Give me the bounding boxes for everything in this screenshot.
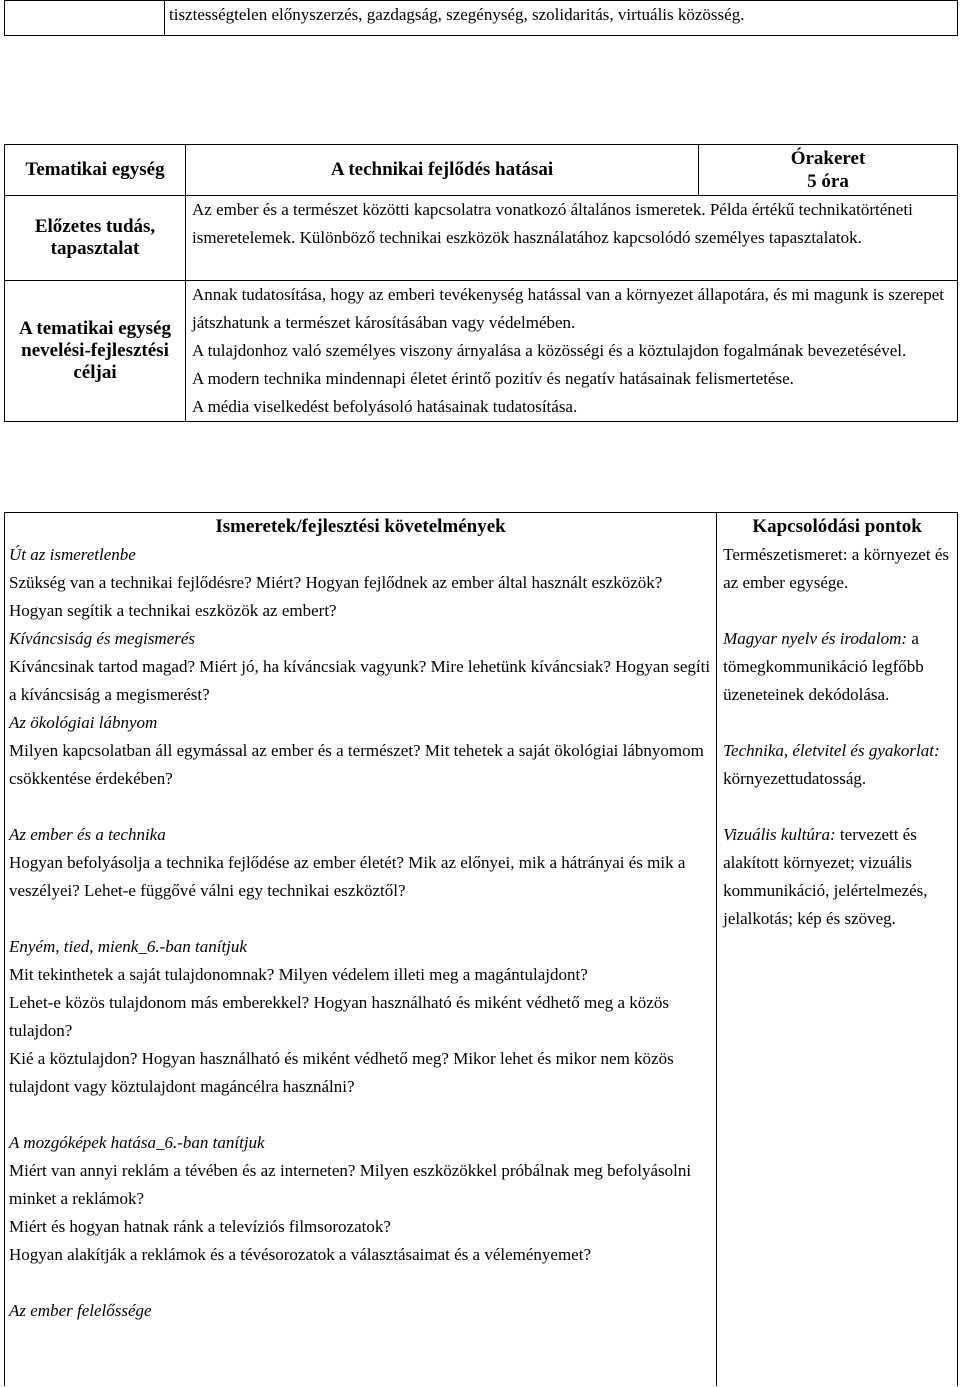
connection-subject: Természetismeret: [723,545,848,564]
connection-text: tervezett és alakított környezet; vizuális kommunikáció, jelértelmezés, jelalkotás; kép és szöveg. [723,825,928,928]
unit-title: A technikai fejlődés hatásai [186,145,699,196]
requirements-table [4,512,958,1386]
section-title: Út az ismeretlenbe [9,545,136,564]
header-connections: Kapcsolódási pontok [717,513,958,542]
connection-item [723,625,953,709]
goal-item: A tulajdonhoz való személyes viszony árnyalása a közösségi és a köztulajdon fogalmának bevezetésével. [192,341,907,360]
connection-item [723,541,953,597]
label-prior-knowledge: Előzetes tudás, tapasztalat [5,196,186,281]
section-text: Miért van annyi reklám a tévében és az interneten? Milyen eszközökkel próbálnak meg befolyásolni minket a reklámok? [9,1161,692,1208]
section-text: Hogyan alakítják a reklámok és a tévésorozatok a választásaimat és a véleményemet? [9,1245,591,1264]
goals-list [186,281,958,422]
section-title: Az ember felelőssége [9,1301,152,1320]
continuation-table [4,0,958,36]
continuation-text: tisztességtelen előnyszerzés, gazdagság, szegénység, szolidaritás, virtuális közösség. [165,1,958,36]
thematic-unit-table [4,144,958,422]
hours-label: Órakeret [790,148,866,169]
section-text: Miért és hogyan hatnak ránk a televíziós filmsorozatok? [9,1217,391,1236]
label-goals: A tematikai egység nevelési-fejlesztési céljai [5,281,186,422]
section-text: Mit tekinthetek a saját tulajdonomnak? Milyen védelem illeti meg a magántulajdont? [9,965,588,984]
section-text: Kíváncsinak tartod magad? Miért jó, ha kíváncsiak vagyunk? Mire lehetünk kíváncsiak? Hogyan segíti a kíváncsiság a megismerést? [9,657,711,704]
connections-body [717,541,958,1386]
section-text: Hogyan befolyásolja a technika fejlődése az ember életét? Mik az előnyei, mik a hátrányai és mik a veszélyei? Lehet-e függővé válni egy technikai eszköztől? [9,853,686,900]
connection-text: a tömegkommunikáció legfőbb üzeneteinek dekódolása. [723,629,924,704]
section-title: Enyém, tied, mienk_6.-ban tanítjuk [9,937,247,956]
section-text: Szükség van a technikai fejlődésre? Miért? Hogyan fejlődnek az ember által használt eszközök? Hogyan segítik a technikai eszközök az embert? [9,573,663,620]
goal-item: A modern technika mindennapi életet érintő pozitív és negatív hatásainak felismertetése. [192,369,794,388]
section-title: Az ember és a technika [9,825,166,844]
header-requirements: Ismeretek/fejlesztési követelmények [5,513,717,542]
requirements-body [5,541,717,1386]
prior-knowledge-text: Az ember és a természet közötti kapcsolatra vonatkozó általános ismeretek. Példa értékű technikatörténeti ismeretelemek. Különböző technikai eszközök használatához kapcsolódó személyes tapasztalatok. [186,196,958,281]
section-title: Az ökológiai lábnyom [9,713,158,732]
section-title: A mozgóképek hatása_6.-ban tanítjuk [9,1133,265,1152]
goal-item: A média viselkedést befolyásoló hatásainak tudatosítása. [192,397,578,416]
section-text: Milyen kapcsolatban áll egymással az ember és a természet? Mit tehetek a saját ökológiai lábnyomom csökkentése érdekében? [9,741,704,788]
hours-value: 5 óra [807,171,849,192]
empty-label-cell [5,1,165,36]
section-text: Lehet-e közös tulajdonom más emberekkel? Hogyan használható és miként védhető meg a közös tulajdon? [9,993,669,1040]
hours-cell [699,145,958,196]
connection-subject: Technika, életvitel és gyakorlat: [723,741,940,760]
label-thematic-unit: Tematikai egység [5,145,186,196]
connection-subject: Vizuális kultúra: [723,825,836,844]
section-text: Kié a köztulajdon? Hogyan használható és miként védhető meg? Mikor lehet és mikor nem közös tulajdont vagy köztulajdont magáncélra használni? [9,1049,674,1096]
connection-text: környezettudatosság. [723,769,867,788]
connection-subject: Magyar nyelv és irodalom: [723,629,908,648]
connection-text: a környezet és az ember egysége. [723,545,949,592]
connection-item [723,821,953,933]
goal-item: Annak tudatosítása, hogy az emberi tevékenység hatással van a környezet állapotára, és mi magunk is szerepet játszhatunk a természet károsításában vagy védelmében. [192,285,944,332]
section-title: Kíváncsiság és megismerés [9,629,196,648]
connection-item [723,737,953,793]
